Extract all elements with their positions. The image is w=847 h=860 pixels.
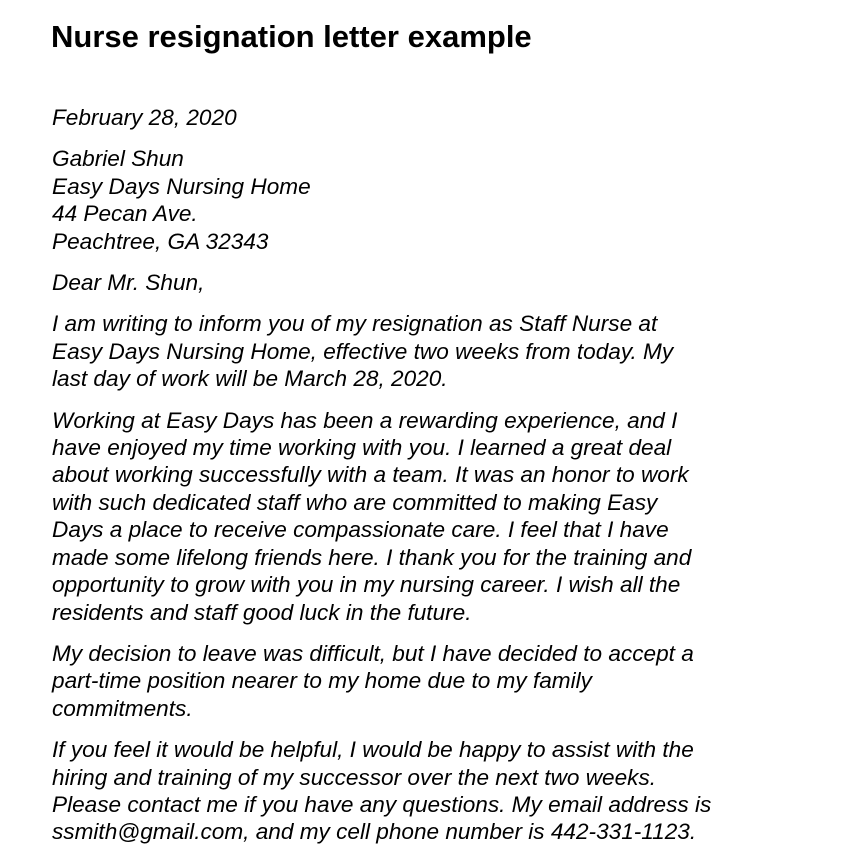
recipient-city: Peachtree, GA 32343: [52, 228, 269, 254]
recipient-address: [52, 145, 812, 255]
paragraph-line: Working at Easy Days has been a rewarding experience, and I: [52, 407, 678, 433]
date-line: February 28, 2020: [52, 105, 237, 130]
paragraph-line: part-time position nearer to my home due to my family: [52, 668, 592, 694]
recipient-street: 44 Pecan Ave.: [52, 201, 198, 227]
paragraph-line: Easy Days Nursing Home, effective two weeks from today. My: [52, 338, 674, 364]
paragraph-line: hiring and training of my successor over the next two weeks.: [52, 764, 657, 790]
paragraph-line: about working successfully with a team. It was an honor to work: [52, 462, 689, 488]
salutation: [52, 269, 812, 296]
paragraph-line: If you feel it would be helpful, I would be happy to assist with the: [52, 737, 694, 763]
paragraph-line: My decision to leave was difficult, but I have decided to accept a: [52, 640, 694, 666]
paragraph-line: residents and staff good luck in the future.: [52, 599, 472, 625]
paragraph-line: made some lifelong friends here. I thank you for the training and: [52, 544, 692, 570]
paragraph-line: last day of work will be March 28, 2020.: [52, 366, 448, 392]
letter-body: [52, 104, 812, 860]
paragraph-line: Please contact me if you have any questions. My email address is: [52, 791, 712, 817]
letter-date: [52, 104, 812, 131]
paragraph-1: [52, 310, 812, 392]
page-title: Nurse resignation letter example: [51, 19, 532, 54]
recipient-company: Easy Days Nursing Home: [52, 173, 311, 199]
paragraph-3: [52, 640, 812, 722]
paragraph-line: opportunity to grow with you in my nursing career. I wish all the: [52, 572, 681, 598]
paragraph-line: commitments.: [52, 695, 193, 721]
paragraph-line: I am writing to inform you of my resignation as Staff Nurse at: [52, 311, 658, 337]
salutation-line: Dear Mr. Shun,: [52, 270, 205, 296]
paragraph-4: [52, 736, 812, 846]
paragraph-line: with such dedicated staff who are committed to making Easy: [52, 489, 658, 515]
paragraph-2: [52, 407, 812, 626]
paragraph-line: have enjoyed my time working with you. I learned a great deal: [52, 435, 672, 461]
recipient-name: Gabriel Shun: [52, 146, 184, 172]
paragraph-line: ssmith@gmail.com, and my cell phone number is 442-331-1123.: [52, 819, 697, 845]
paragraph-line: Days a place to receive compassionate care. I feel that I have: [52, 517, 669, 543]
